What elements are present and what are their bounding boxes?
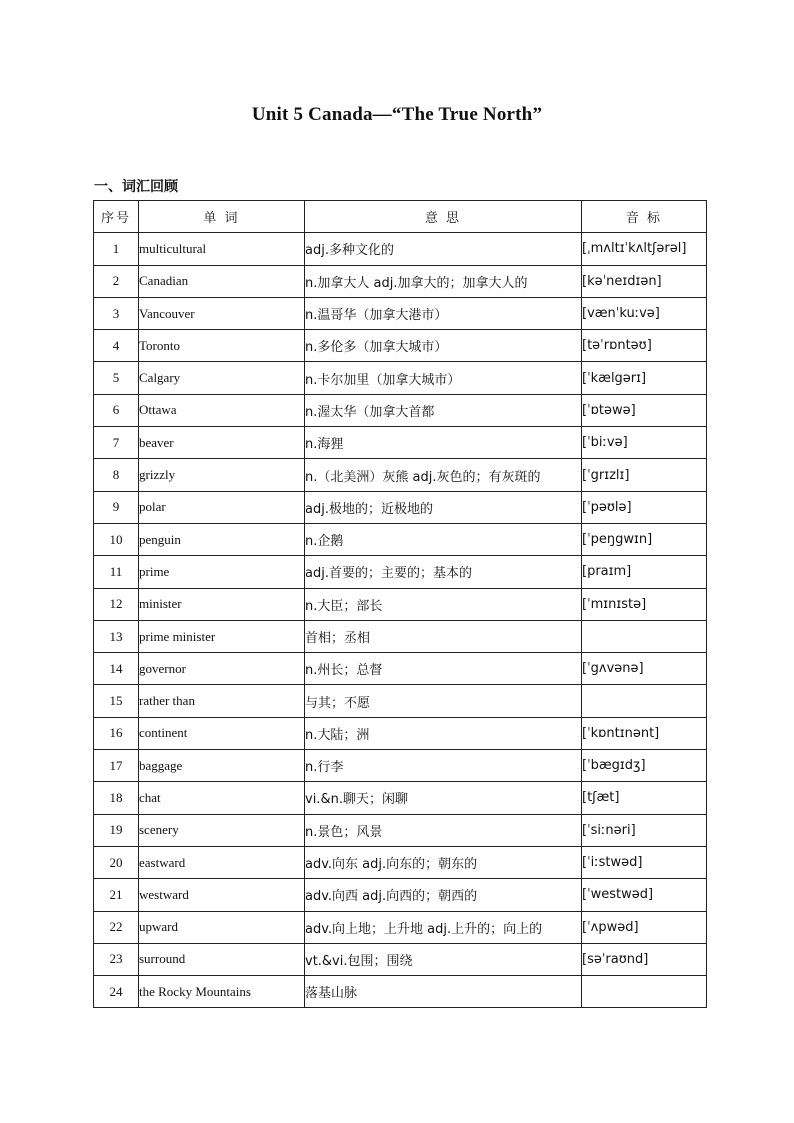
table-row <box>94 297 707 329</box>
table-row <box>94 459 707 491</box>
row-number: 14 <box>94 653 139 685</box>
row-meaning: n.卡尔加里（加拿大城市） <box>305 362 582 394</box>
row-number: 15 <box>94 685 139 717</box>
row-word: rather than <box>139 685 305 717</box>
row-meaning: 首相；丞相 <box>305 620 582 652</box>
table-row <box>94 782 707 814</box>
row-number: 4 <box>94 330 139 362</box>
row-word: prime minister <box>139 620 305 652</box>
row-word: Vancouver <box>139 297 305 329</box>
table-row <box>94 491 707 523</box>
row-phonetic: [praɪm] <box>582 556 707 588</box>
table-row <box>94 750 707 782</box>
row-word: Ottawa <box>139 394 305 426</box>
row-word: continent <box>139 717 305 749</box>
row-word: multicultural <box>139 233 305 265</box>
row-meaning: adj.首要的；主要的；基本的 <box>305 556 582 588</box>
row-number: 10 <box>94 523 139 555</box>
page-title: Unit 5 Canada—“The True North” <box>251 104 543 125</box>
row-number: 7 <box>94 427 139 459</box>
table-row <box>94 717 707 749</box>
row-meaning: n.加拿大人 adj.加拿大的；加拿大人的 <box>305 265 582 297</box>
row-meaning: n.大臣；部长 <box>305 588 582 620</box>
row-word: chat <box>139 782 305 814</box>
row-number: 17 <box>94 750 139 782</box>
row-meaning: n.（北美洲）灰熊 adj.灰色的；有灰斑的 <box>305 459 582 491</box>
row-number: 5 <box>94 362 139 394</box>
row-phonetic: [ˌmʌltɪˈkʌltʃərəl] <box>582 233 707 265</box>
row-word: grizzly <box>139 459 305 491</box>
table-row <box>94 685 707 717</box>
row-meaning: n.大陆；洲 <box>305 717 582 749</box>
header-meaning: 意 思 <box>305 201 582 233</box>
row-number: 9 <box>94 491 139 523</box>
row-phonetic: [təˈrɒntəʊ] <box>582 330 707 362</box>
row-word: prime <box>139 556 305 588</box>
row-number: 18 <box>94 782 139 814</box>
row-number: 19 <box>94 814 139 846</box>
row-meaning: n.温哥华（加拿大港市） <box>305 297 582 329</box>
row-word: polar <box>139 491 305 523</box>
header-word: 单 词 <box>139 201 305 233</box>
row-phonetic: [ˈɒtəwə] <box>582 394 707 426</box>
table-row <box>94 814 707 846</box>
row-number: 13 <box>94 620 139 652</box>
row-meaning: vt.&vi.包围；围绕 <box>305 943 582 975</box>
table-row <box>94 846 707 878</box>
row-word: eastward <box>139 846 305 878</box>
row-meaning: adv.向西 adj.向西的；朝西的 <box>305 879 582 911</box>
row-number: 11 <box>94 556 139 588</box>
table-row <box>94 265 707 297</box>
row-word: governor <box>139 653 305 685</box>
table-row <box>94 879 707 911</box>
row-word: Toronto <box>139 330 305 362</box>
row-meaning: 与其；不愿 <box>305 685 582 717</box>
table-row <box>94 588 707 620</box>
row-meaning: vi.&n.聊天；闲聊 <box>305 782 582 814</box>
row-word: penguin <box>139 523 305 555</box>
row-phonetic: [ˈiːstwəd] <box>582 846 707 878</box>
row-phonetic: [ˈmɪnɪstə] <box>582 588 707 620</box>
row-meaning: adv.向上地；上升地 adj.上升的；向上的 <box>305 911 582 943</box>
row-number: 3 <box>94 297 139 329</box>
table-row <box>94 976 707 1008</box>
row-word: beaver <box>139 427 305 459</box>
table-row <box>94 233 707 265</box>
row-number: 24 <box>94 976 139 1008</box>
row-number: 2 <box>94 265 139 297</box>
table-header-row <box>94 201 707 233</box>
row-meaning: adj.多种文化的 <box>305 233 582 265</box>
row-phonetic <box>582 620 707 652</box>
row-phonetic: [ˈwestwəd] <box>582 879 707 911</box>
row-number: 23 <box>94 943 139 975</box>
row-meaning: n.州长；总督 <box>305 653 582 685</box>
row-number: 1 <box>94 233 139 265</box>
row-number: 21 <box>94 879 139 911</box>
row-word: minister <box>139 588 305 620</box>
table-row <box>94 427 707 459</box>
table-row <box>94 911 707 943</box>
row-phonetic: [vænˈkuːvə] <box>582 297 707 329</box>
header-phonetic: 音 标 <box>582 201 707 233</box>
row-number: 16 <box>94 717 139 749</box>
table-row <box>94 523 707 555</box>
row-phonetic: [ˈbiːvə] <box>582 427 707 459</box>
row-word: westward <box>139 879 305 911</box>
table-row <box>94 330 707 362</box>
row-phonetic: [ˈpeŋgwɪn] <box>582 523 707 555</box>
row-word: upward <box>139 911 305 943</box>
table-row <box>94 556 707 588</box>
row-phonetic: [ˈkɒntɪnənt] <box>582 717 707 749</box>
row-meaning: n.景色；风景 <box>305 814 582 846</box>
vocabulary-table <box>93 200 707 1008</box>
row-meaning: n.企鹅 <box>305 523 582 555</box>
table-row <box>94 362 707 394</box>
row-phonetic: [ˈsiːnəri] <box>582 814 707 846</box>
row-number: 8 <box>94 459 139 491</box>
row-phonetic: [ˈgʌvənə] <box>582 653 707 685</box>
row-word: Calgary <box>139 362 305 394</box>
row-meaning: n.海狸 <box>305 427 582 459</box>
row-meaning: adv.向东 adj.向东的；朝东的 <box>305 846 582 878</box>
table-row <box>94 943 707 975</box>
row-meaning: n.多伦多（加拿大城市） <box>305 330 582 362</box>
row-number: 20 <box>94 846 139 878</box>
row-phonetic: [kəˈneɪdɪən] <box>582 265 707 297</box>
header-number: 序号 <box>94 201 139 233</box>
row-word: Canadian <box>139 265 305 297</box>
row-word: baggage <box>139 750 305 782</box>
row-number: 12 <box>94 588 139 620</box>
row-phonetic: [ˈkælgərɪ] <box>582 362 707 394</box>
row-phonetic: [tʃæt] <box>582 782 707 814</box>
row-phonetic <box>582 685 707 717</box>
row-meaning: n.渥太华（加拿大首都 <box>305 394 582 426</box>
row-phonetic: [səˈraʊnd] <box>582 943 707 975</box>
row-word: surround <box>139 943 305 975</box>
row-word: the Rocky Mountains <box>139 976 305 1008</box>
vocabulary-table-body <box>94 233 707 1008</box>
table-row <box>94 394 707 426</box>
row-phonetic: [ˈpəʊlə] <box>582 491 707 523</box>
row-phonetic: [ˈʌpwəd] <box>582 911 707 943</box>
row-phonetic: [ˈgrɪzlɪ] <box>582 459 707 491</box>
row-phonetic <box>582 976 707 1008</box>
table-row <box>94 653 707 685</box>
row-number: 22 <box>94 911 139 943</box>
row-meaning: 落基山脉 <box>305 976 582 1008</box>
table-row <box>94 620 707 652</box>
row-word: scenery <box>139 814 305 846</box>
row-meaning: adj.极地的；近极地的 <box>305 491 582 523</box>
row-number: 6 <box>94 394 139 426</box>
section-heading: 一、词汇回顾 <box>94 179 178 195</box>
row-phonetic: [ˈbægɪdʒ] <box>582 750 707 782</box>
row-meaning: n.行李 <box>305 750 582 782</box>
